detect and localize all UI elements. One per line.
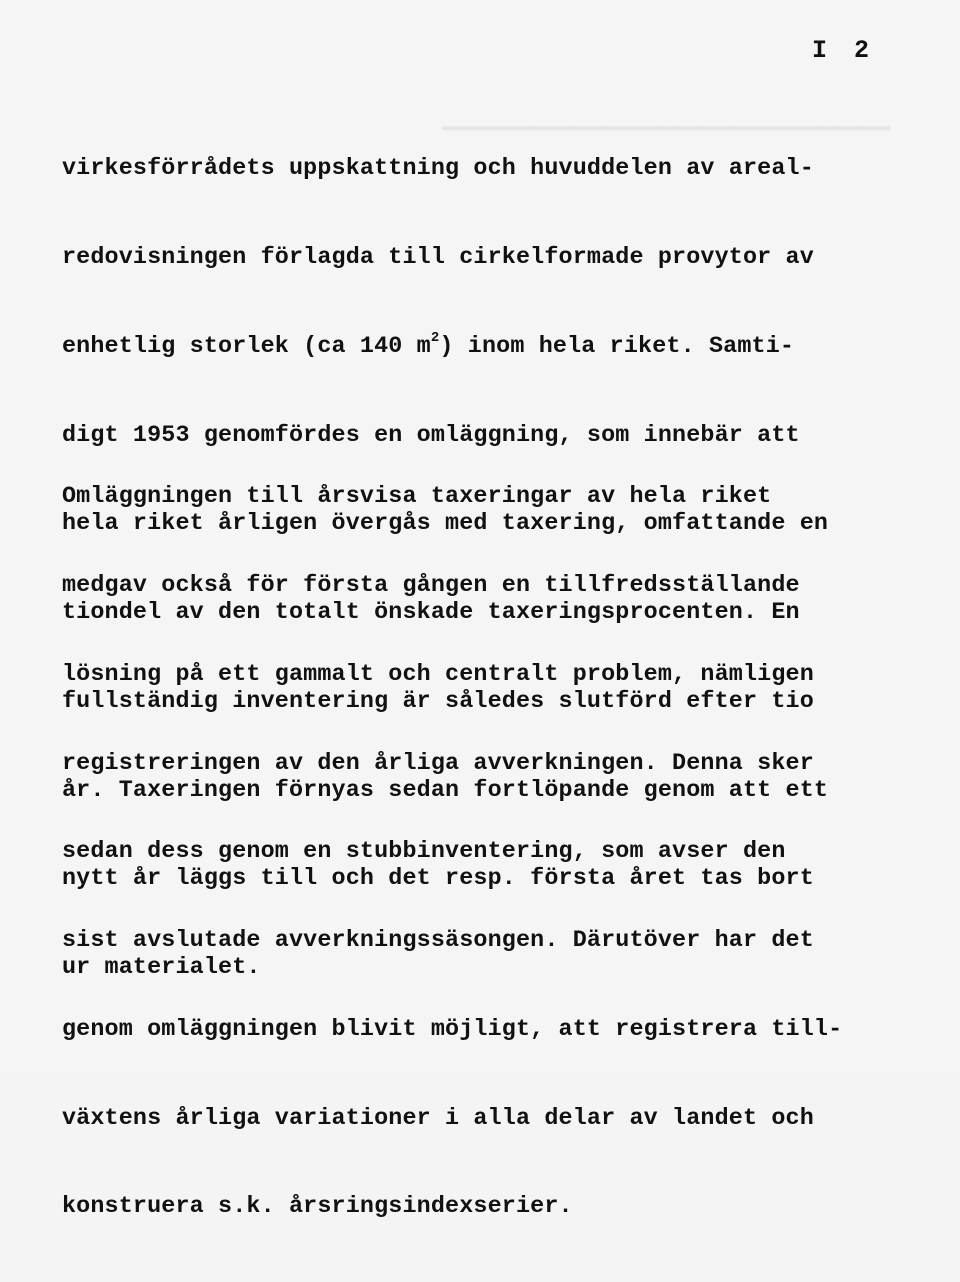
text-line: lösning på ett gammalt och centralt problem, nämligen — [62, 661, 814, 688]
text-line: ur materialet. — [62, 955, 261, 982]
page-number: I 2 — [812, 36, 876, 65]
text-line: år. Taxeringen förnyas sedan fortlöpande genom att ett — [62, 777, 829, 804]
text-line: medgav också för första gången en tillfredsställande — [62, 572, 800, 599]
text-segment: enhetlig storlek (ca 140 m — [62, 333, 431, 360]
text-line: fullständig inventering är således slutförd efter tio — [62, 688, 814, 715]
text-line: virkesförrådets uppskattning och huvuddelen av areal- — [62, 156, 814, 183]
text-line: hela riket årligen övergås med taxering, omfattande en — [62, 511, 829, 538]
text-line: digt 1953 genomfördes en omläggning, som innebär att — [62, 422, 800, 449]
paragraph-2 — [62, 424, 932, 1282]
text-line: genom omläggningen blivit möjligt, att registrera till- — [62, 1016, 843, 1043]
bleed-through-text: ▁▁▁▁▁▁▁▁▁▁▁▁▁▁▁▁▁▁▁▁▁▁▁▁▁▁▁▁▁▁▁ — [442, 105, 891, 132]
text-line: tiondel av den totalt önskade taxeringsprocenten. En — [62, 600, 800, 627]
text-line: redovisningen förlagda till cirkelformade provytor av — [62, 244, 814, 271]
text-line: växtens årliga variationer i alla delar av landet och — [62, 1105, 814, 1132]
text-line: konstruera s.k. årsringsindexserier. — [62, 1194, 573, 1221]
superscript: 2 — [430, 329, 440, 346]
text-line: registreringen av den årliga avverkningen. Denna sker — [62, 750, 814, 777]
text-line-with-superscript — [62, 329, 932, 363]
text-line: Omläggningen till årsvisa taxeringar av hela riket — [62, 484, 772, 511]
text-line: sedan dess genom en stubbinventering, som avser den — [62, 839, 786, 866]
text-line: sist avslutade avverkningssäsongen. Därutöver har det — [62, 928, 814, 955]
text-line: nytt år läggs till och det resp. första året tas bort — [62, 866, 814, 893]
text-segment: ) inom hela riket. Samti- — [439, 333, 795, 360]
